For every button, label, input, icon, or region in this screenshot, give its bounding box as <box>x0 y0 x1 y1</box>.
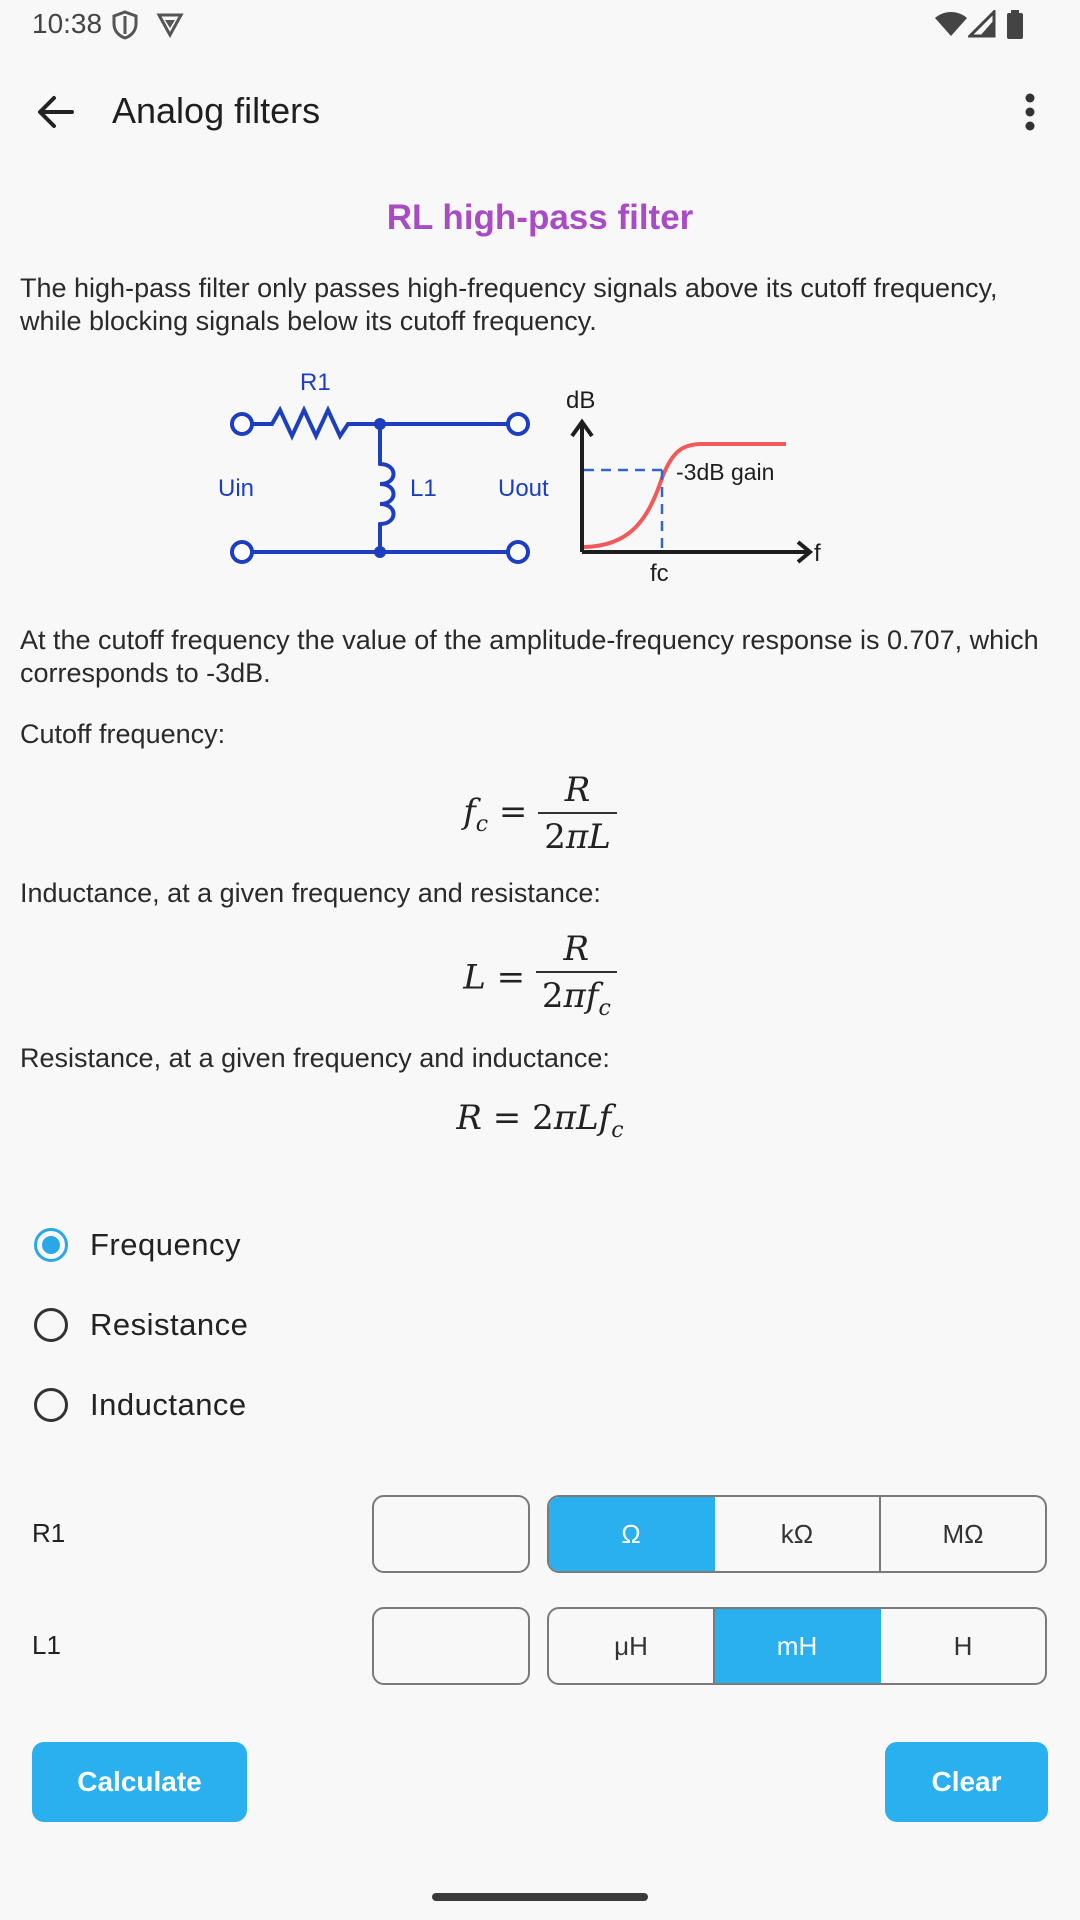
r1-value-input[interactable] <box>372 1495 530 1573</box>
r1-unit-selector <box>547 1495 1047 1573</box>
radio-frequency[interactable] <box>34 1215 241 1275</box>
unit-millihenry[interactable]: mH <box>713 1609 879 1683</box>
resistance-label: Resistance, at a given frequency and inductance: <box>20 1043 610 1073</box>
rl-filter-diagram <box>210 360 850 590</box>
r1-label: R1 <box>300 369 331 396</box>
battery-icon <box>1006 10 1024 45</box>
gain-label: -3dB gain <box>676 459 775 485</box>
r1-row-label: R1 <box>32 1518 66 1548</box>
arrow-back-icon <box>36 92 76 132</box>
db-axis-label: dB <box>566 387 596 414</box>
vpn-icon <box>156 10 184 43</box>
unit-kiloohm[interactable]: kΩ <box>713 1497 879 1571</box>
radio-label: Resistance <box>90 1307 249 1342</box>
inductance-formula: L = $\frac{R}{2\pi f_c}$ <box>0 927 1080 1032</box>
radio-inductance[interactable] <box>34 1375 247 1435</box>
radio-label: Inductance <box>90 1387 247 1422</box>
radio-unchecked-icon <box>34 1388 68 1422</box>
inductance-label: Inductance, at a given frequency and resistance: <box>20 878 601 908</box>
frequency-response-graph <box>572 422 810 562</box>
circuit-schematic <box>232 410 528 562</box>
l1-unit-selector <box>547 1607 1047 1685</box>
radio-unchecked-icon <box>34 1308 68 1342</box>
gesture-nav-bar[interactable] <box>432 1893 648 1901</box>
l1-value-input[interactable] <box>372 1607 530 1685</box>
status-time: 10:38 <box>32 8 103 39</box>
wifi-icon <box>934 10 968 43</box>
radio-checked-icon <box>34 1228 68 1262</box>
signal-icon <box>968 10 996 43</box>
radio-label: Frequency <box>90 1227 241 1262</box>
cutoff-note: At the cutoff frequency the value of the amplitude-frequency response is 0.707, which corresponds to -3dB. <box>20 625 1039 688</box>
uout-label: Uout <box>498 475 549 502</box>
status-bar <box>0 0 1080 50</box>
page-title: Analog filters <box>112 90 321 131</box>
resistance-formula: R = 2πLf$_c$ <box>456 1098 624 1143</box>
shield-icon <box>112 10 138 45</box>
l1-row-label: L1 <box>32 1630 61 1660</box>
cutoff-label: Cutoff frequency: <box>20 719 226 749</box>
overflow-menu-button[interactable] <box>1000 82 1060 142</box>
clear-button[interactable]: Clear <box>885 1742 1048 1822</box>
radio-resistance[interactable] <box>34 1295 248 1355</box>
fc-label: fc <box>650 560 669 587</box>
calculate-button[interactable]: Calculate <box>32 1742 247 1822</box>
unit-megaohm[interactable]: MΩ <box>879 1497 1045 1571</box>
intro-text: The high-pass filter only passes high-frequency signals above its cutoff frequency, while blocking signals below its cutoff frequency. <box>20 273 998 336</box>
l1-label: L1 <box>410 475 437 502</box>
unit-ohm[interactable]: Ω <box>549 1497 713 1571</box>
app-bar <box>0 60 1080 165</box>
unit-microhenry[interactable]: μH <box>614 1630 648 1661</box>
back-button[interactable] <box>26 82 86 142</box>
cutoff-formula: $f_c$ = $\frac{R}{2\pi L}$ <box>0 768 1080 860</box>
uin-label: Uin <box>218 475 255 502</box>
unit-henry[interactable]: H <box>879 1609 1045 1683</box>
f-axis-label: f <box>814 540 821 567</box>
more-vert-icon <box>1024 92 1036 132</box>
section-title: RL high-pass filter <box>386 198 694 237</box>
